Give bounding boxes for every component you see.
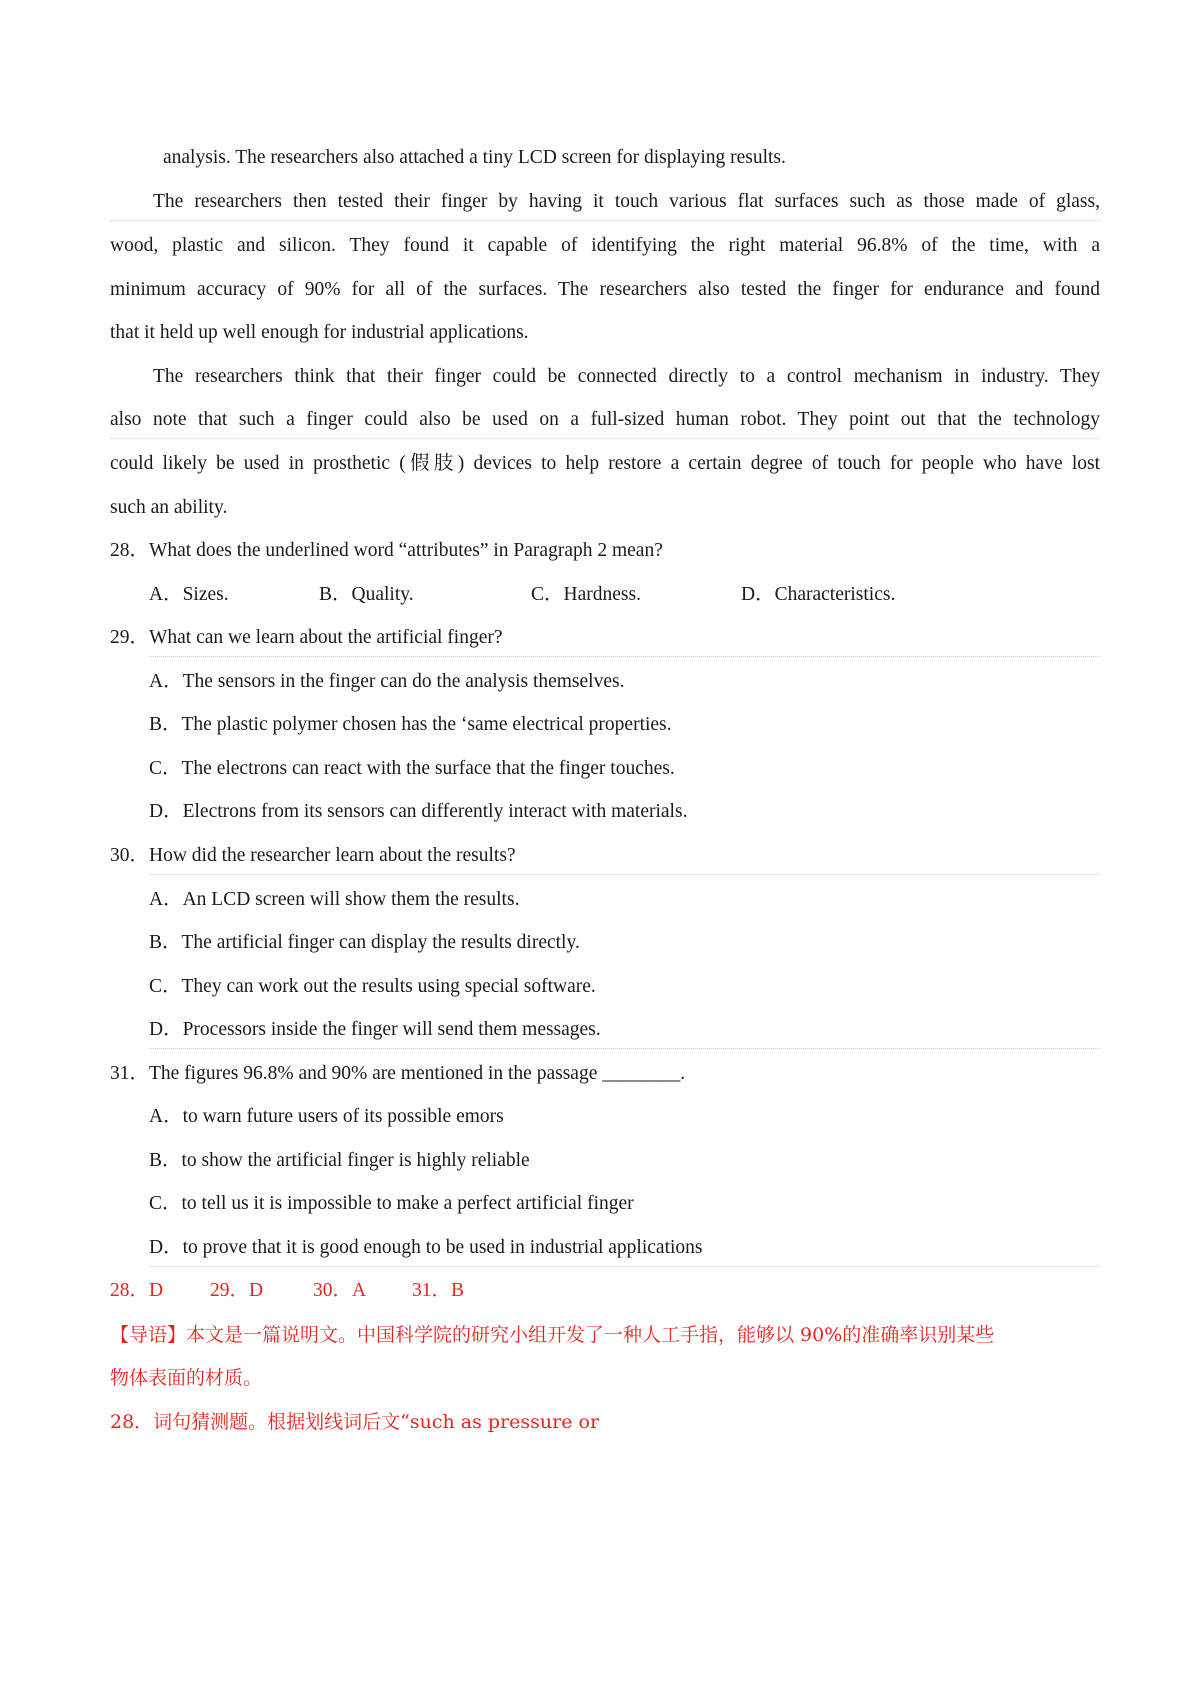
option-c: C．Hardness. (531, 584, 641, 605)
passage-line: wood, plastic and silicon. They found it capable of identifying the right material 96.8% of the time, with a (110, 235, 1100, 256)
passage-line: that it held up well enough for industrial applications. (110, 322, 529, 343)
option-c: C．to tell us it is impossible to make a perfect artificial finger (149, 1193, 634, 1214)
passage-line: such an ability. (110, 497, 228, 518)
option-a: A．to warn future users of its possible emors (149, 1106, 504, 1127)
option-d: D．to prove that it is good enough to be used in industrial applications (149, 1237, 703, 1258)
option-a: A．The sensors in the finger can do the analysis themselves. (149, 671, 625, 692)
dotted-rule (149, 656, 1100, 657)
option-b: B．to show the artificial finger is highly reliable (149, 1150, 530, 1171)
passage-line: also note that such a finger could also be used on a full-sized human robot. They point out that the technology (110, 409, 1100, 430)
option-a: A．Sizes. (149, 584, 229, 605)
option-b: B．The artificial finger can display the results directly. (149, 932, 580, 953)
option-c: C．They can work out the results using special software. (149, 976, 596, 997)
option-b: B．The plastic polymer chosen has the ‘same electrical properties. (149, 714, 672, 735)
question-stem: 31．The figures 96.8% and 90% are mentioned in the passage ________. (110, 1063, 686, 1084)
option-c: C．The electrons can react with the surface that the finger touches. (149, 758, 675, 779)
option-d: D．Electrons from its sensors can differently interact with materials. (149, 801, 688, 822)
option-d: D．Characteristics. (741, 584, 896, 605)
answer-31: 31．B (412, 1280, 465, 1301)
explanation-q28: 28．词句猜测题。根据划线词后文“such as pressure or (110, 1411, 600, 1433)
option-b: B．Quality. (319, 584, 414, 605)
dotted-rule (149, 874, 1100, 875)
question-stem: 28．What does the underlined word “attributes” in Paragraph 2 mean? (110, 540, 663, 561)
option-a: A．An LCD screen will show them the results. (149, 889, 520, 910)
passage-line: The researchers think that their finger could be connected directly to a control mechanism in industry. They (153, 366, 1100, 387)
question-stem: 30．How did the researcher learn about the results? (110, 845, 516, 866)
answer-28: 28．D (110, 1280, 164, 1301)
question-stem: 29．What can we learn about the artificial finger? (110, 627, 503, 648)
dotted-rule (110, 438, 1100, 439)
passage-line: analysis. The researchers also attached a tiny LCD screen for displaying results. (163, 147, 786, 168)
answer-29: 29．D (210, 1280, 264, 1301)
passage-line: The researchers then tested their finger by having it touch various flat surfaces such as those made of glass, (153, 191, 1100, 212)
explanation-intro: 【导语】本文是一篇说明文。中国科学院的研究小组开发了一种人工手指，能够以 90%的准确率识别某些 (110, 1324, 995, 1346)
passage-line: minimum accuracy of 90% for all of the surfaces. The researchers also tested the finger for endurance and found (110, 279, 1100, 300)
option-d: D．Processors inside the finger will send them messages. (149, 1019, 601, 1040)
passage-line: could likely be used in prosthetic (假肢) devices to help restore a certain degree of touch for people who have lost (110, 453, 1100, 474)
dotted-rule (149, 1266, 1100, 1267)
dotted-rule (149, 1048, 1100, 1049)
explanation-intro: 物体表面的材质。 (110, 1367, 263, 1389)
answer-30: 30．A (313, 1280, 367, 1301)
dotted-rule (110, 220, 1100, 221)
